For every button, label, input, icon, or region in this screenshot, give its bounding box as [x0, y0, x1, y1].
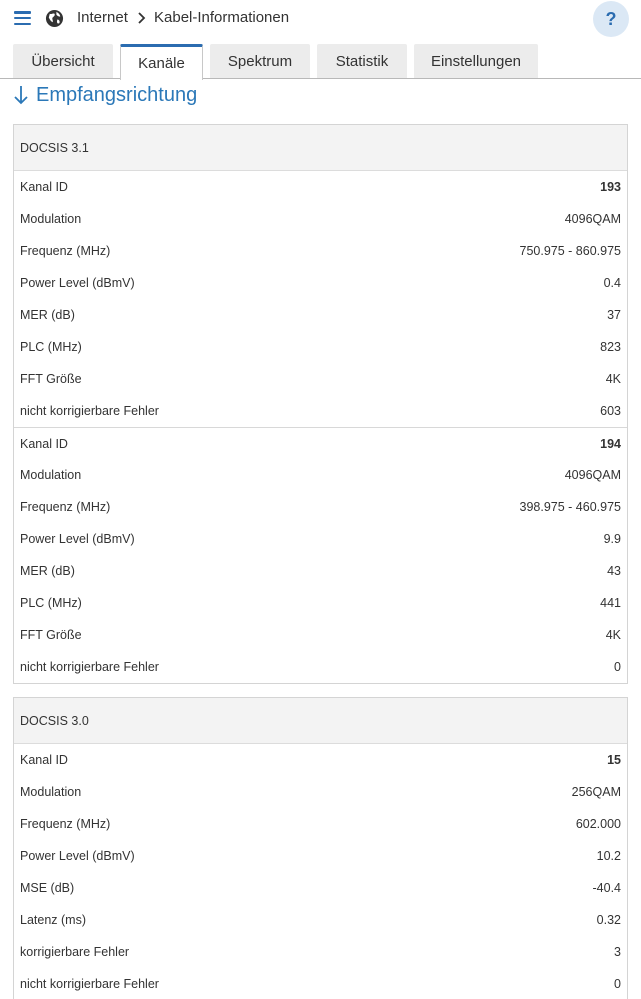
row-label: Kanal ID: [20, 180, 68, 194]
row-value: 194: [600, 436, 621, 451]
row-label: nicht korrigierbare Fehler: [20, 977, 159, 991]
table-row: [14, 968, 627, 999]
globe-icon: [45, 9, 64, 28]
row-value: 4K: [605, 628, 621, 642]
tab-spektrum[interactable]: Spektrum: [210, 44, 310, 78]
tab-kanaele[interactable]: Kanäle: [120, 44, 203, 80]
row-label: PLC (MHz): [20, 596, 82, 610]
table-row: [14, 171, 627, 203]
row-label: MER (dB): [20, 308, 75, 322]
row-label: korrigierbare Fehler: [20, 945, 130, 959]
table-row: [14, 395, 627, 427]
section-title-label: Empfangsrichtung: [36, 83, 198, 106]
breadcrumb-internet[interactable]: Internet: [77, 9, 128, 26]
docsis-30-panel: [13, 697, 628, 999]
row-value: 750.975 - 860.975: [519, 244, 621, 258]
table-row: [14, 904, 627, 936]
row-label: Modulation: [20, 785, 82, 799]
row-value: 9.9: [603, 532, 621, 546]
table-row: [14, 331, 627, 363]
row-label: nicht korrigierbare Fehler: [20, 660, 159, 674]
row-value: 4K: [605, 372, 621, 386]
panel-title: DOCSIS 3.1: [14, 125, 627, 171]
table-row: [14, 363, 627, 395]
row-value: 37: [607, 308, 621, 322]
row-value: 0.32: [596, 913, 621, 927]
row-value: 4096QAM: [564, 468, 621, 482]
table-row: [14, 651, 627, 683]
channel-group: [14, 171, 627, 427]
row-label: Frequenz (MHz): [20, 244, 111, 258]
row-label: Frequenz (MHz): [20, 500, 111, 514]
panel-title: DOCSIS 3.0: [14, 698, 627, 744]
table-row: [14, 235, 627, 267]
row-label: nicht korrigierbare Fehler: [20, 404, 159, 418]
row-label: Modulation: [20, 468, 82, 482]
table-row: [14, 299, 627, 331]
row-label: Kanal ID: [20, 753, 68, 767]
help-button[interactable]: ?: [593, 1, 629, 37]
row-label: Modulation: [20, 212, 82, 226]
channel-group: [14, 427, 627, 683]
row-label: Latenz (ms): [20, 913, 86, 927]
row-label: Kanal ID: [20, 436, 68, 451]
table-row: [14, 808, 627, 840]
arrow-down-icon: [14, 85, 28, 105]
table-row: [14, 267, 627, 299]
table-row: [14, 587, 627, 619]
row-value: 4096QAM: [564, 212, 621, 226]
table-row: [14, 872, 627, 904]
row-value: 256QAM: [571, 785, 621, 799]
row-value: 193: [600, 180, 621, 194]
row-label: FFT Größe: [20, 372, 82, 386]
row-value: 0.4: [603, 276, 621, 290]
row-value: 0: [614, 977, 621, 991]
table-row: [14, 776, 627, 808]
row-value: -40.4: [592, 881, 621, 895]
section-title[interactable]: [14, 82, 197, 108]
hamburger-menu-icon[interactable]: [14, 11, 31, 25]
row-value: 0: [614, 660, 621, 674]
row-value: 15: [607, 753, 621, 767]
tab-bar: [0, 44, 641, 79]
row-value: 823: [600, 340, 621, 354]
tab-statistik[interactable]: Statistik: [317, 44, 407, 78]
tab-uebersicht[interactable]: Übersicht: [13, 44, 113, 78]
tab-einstellungen[interactable]: Einstellungen: [414, 44, 538, 78]
table-row: [14, 427, 627, 459]
row-value: 3: [614, 945, 621, 959]
row-label: PLC (MHz): [20, 340, 82, 354]
row-label: Power Level (dBmV): [20, 276, 135, 290]
table-row: [14, 523, 627, 555]
table-row: [14, 491, 627, 523]
row-label: MER (dB): [20, 564, 75, 578]
docsis-31-panel: [13, 124, 628, 684]
table-row: [14, 619, 627, 651]
table-row: [14, 459, 627, 491]
row-value: 10.2: [596, 849, 621, 863]
row-label: MSE (dB): [20, 881, 75, 895]
row-label: Frequenz (MHz): [20, 817, 111, 831]
table-row: [14, 555, 627, 587]
row-value: 398.975 - 460.975: [519, 500, 621, 514]
table-row: [14, 936, 627, 968]
breadcrumb-kabel-informationen: Kabel-Informationen: [154, 9, 290, 26]
chevron-right-icon: [136, 10, 148, 26]
table-row: [14, 203, 627, 235]
row-value: 603: [600, 404, 621, 418]
row-value: 43: [607, 564, 621, 578]
row-value: 602.000: [575, 817, 621, 831]
row-label: Power Level (dBmV): [20, 532, 135, 546]
table-row: [14, 744, 627, 776]
row-label: Power Level (dBmV): [20, 849, 135, 863]
table-row: [14, 840, 627, 872]
row-label: FFT Größe: [20, 628, 82, 642]
channel-group: [14, 744, 627, 999]
top-bar: [0, 0, 641, 37]
row-value: 441: [600, 596, 621, 610]
